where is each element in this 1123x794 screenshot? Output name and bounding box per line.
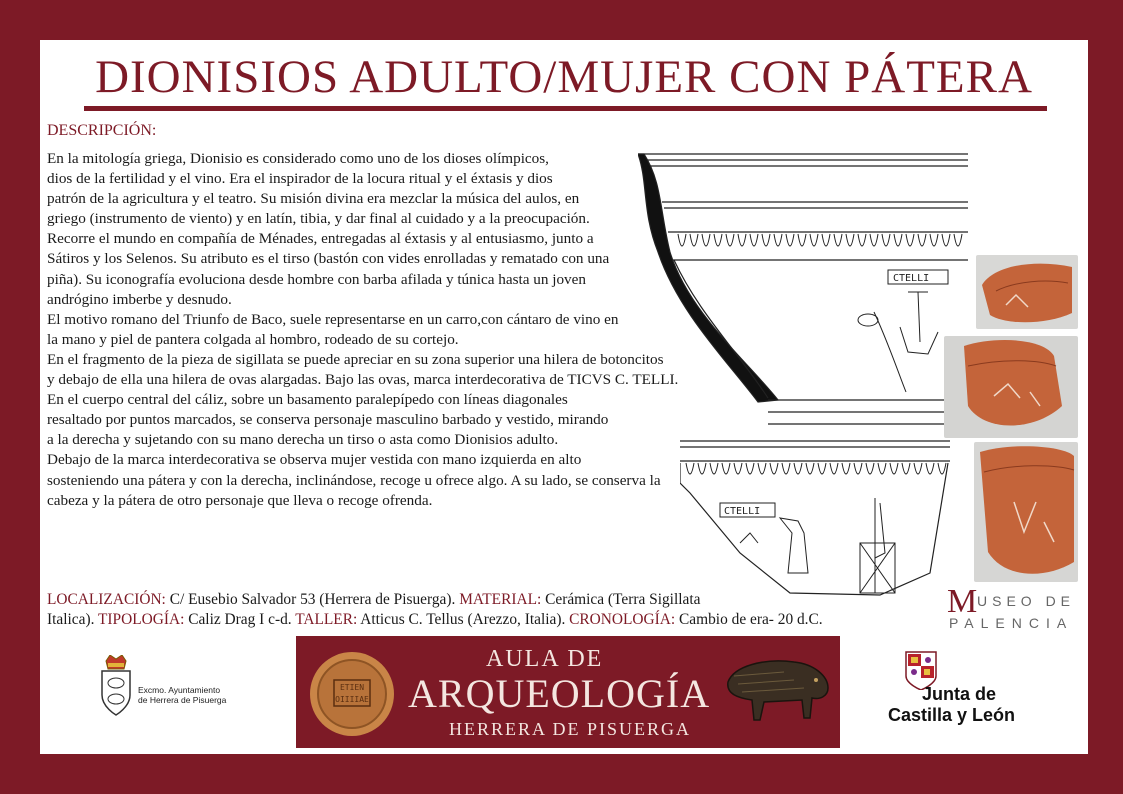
stamp-label-top: CTELLI	[893, 273, 930, 284]
banner-line-1: AULA DE	[486, 646, 604, 672]
junta-line-2: Castilla y León	[888, 705, 1016, 725]
text-line: Debajo de la marca interdecorativa se observa mujer vestida con mano izquierda en alto	[47, 451, 582, 469]
material-value: Cerámica (Terra Sigillata	[541, 591, 701, 608]
tipologia-value: Caliz Drag I c-d.	[184, 611, 296, 629]
description-paragraph-1	[47, 149, 678, 511]
material-label: MATERIAL:	[459, 591, 542, 608]
taller-label: TALLER:	[295, 611, 358, 629]
fragment-photo-3	[974, 442, 1078, 582]
text-line: andrógino imberbe y desnudo.	[47, 290, 232, 308]
museo-initial: M	[947, 583, 978, 620]
ayuntamiento-logo	[98, 655, 278, 717]
page-title: DIONISIOS ADULTO/MUJER CON PÁTERA	[95, 51, 1033, 103]
banner-line-3: HERRERA DE PISUERGA	[449, 719, 692, 739]
text-line: piña). Su iconografía evoluciona desde hombre con barba afilada y túnica hasta un joven	[47, 270, 586, 288]
coin-text-2: OIIIIAE	[335, 695, 369, 704]
text-line: cabeza y la pátera de otro personaje que lleva o recoge ofrenda.	[47, 491, 433, 509]
museo-word-1: USEO DE	[977, 593, 1076, 609]
text-line: En el fragmento de la pieza de sigillata se puede apreciar en su zona superior una hilera de botoncitos	[47, 350, 664, 368]
text-line: Sátiros y los Selenos. Su atributo es el tirso (bastón con vides enrolladas y rematado con una	[47, 250, 610, 268]
text-line: resaltado por puntos marcados, se conserva personaje masculino barbado y vestido, mirando	[47, 411, 609, 429]
ayuntamiento-text	[138, 685, 226, 705]
fragment-photo-2	[944, 336, 1078, 438]
tipologia-label: TIPOLOGÍA:	[98, 611, 185, 629]
text-line: y debajo de ella una hilera de ovas alargadas. Bajo las ovas, marca interdecorativa de TICVS C. TELLI.	[47, 371, 679, 389]
aula-arqueologia-banner	[296, 636, 840, 748]
fragment-photo-1	[976, 255, 1078, 329]
localizacion-value: C/ Eusebio Salvador 53 (Herrera de Pisuerga).	[165, 591, 460, 608]
junta-castilla-leon-logo	[888, 650, 1038, 725]
junta-text	[888, 684, 1038, 726]
text-line: En el cuerpo central del cáliz, sobre un basamento paralepípedo con líneas diagonales	[47, 391, 568, 409]
title-rule	[84, 106, 1047, 111]
details-line-2	[47, 610, 823, 630]
boar-icon	[724, 652, 832, 726]
banner-line-2: ARQUEOLOGÍA	[408, 671, 711, 716]
text-line: dios de la fertilidad y el vino. Era el inspirador de la locura ritual y el éxtasis y dios	[47, 170, 553, 188]
material-value-cont: Italica).	[47, 611, 98, 629]
ayuntamiento-line-2: de Herrera de Pisuerga	[138, 695, 227, 705]
localizacion-label: LOCALIZACIÓN:	[47, 591, 166, 608]
junta-line-1: Junta de	[922, 684, 997, 704]
description-label: DESCRIPCIÓN:	[47, 122, 157, 139]
text-line: patrón de la agricultura y el teatro. Su misión divina era mezclar la música del aulos, en	[47, 190, 580, 208]
coin-stamp-icon	[308, 650, 396, 738]
coin-text-1: ETIEN	[339, 683, 365, 692]
fragment-drawing	[680, 433, 950, 603]
museo-palencia-logo	[947, 583, 1092, 633]
text-line: a la derecha y sujetando con su mano derecha un tirso o asta como Dionisios adulto.	[47, 431, 559, 449]
stamp-label-bottom: CTELLI	[724, 506, 761, 517]
poster-panel	[40, 40, 1088, 754]
text-line: El motivo romano del Triunfo de Baco, suele representarse en un carro,con cántaro de vino en	[47, 310, 619, 328]
taller-value: Atticus C. Tellus (Arezzo, Italia).	[357, 611, 570, 629]
coat-of-arms-icon	[98, 655, 134, 717]
text-line: la mano y piel de pantera colgada al hombro, rodeado de su cortejo.	[47, 330, 459, 348]
cronologia-label: CRONOLOGÍA:	[569, 611, 676, 629]
museo-word-2: PALENCIA	[949, 615, 1074, 631]
cronologia-value: Cambio de era- 20 d.C.	[675, 611, 823, 629]
text-line: griego (instrumento de viento) y en latín, tibia, y dar final al cuidado y a la preocupación.	[47, 210, 590, 228]
text-line: Recorre el mundo en compañía de Ménades, entregadas al éxtasis y al entusiasmo, junto a	[47, 230, 594, 248]
text-line: En la mitología griega, Dionisio es considerado como uno de los dioses olímpicos,	[47, 150, 549, 167]
vessel-profile-drawing	[638, 142, 968, 432]
ayuntamiento-line-1: Excmo. Ayuntamiento	[138, 685, 221, 695]
text-line: sosteniendo una pátera y con la derecha, inclinándose, recoge u ofrece algo. A su lado, se conserva la	[47, 471, 661, 489]
